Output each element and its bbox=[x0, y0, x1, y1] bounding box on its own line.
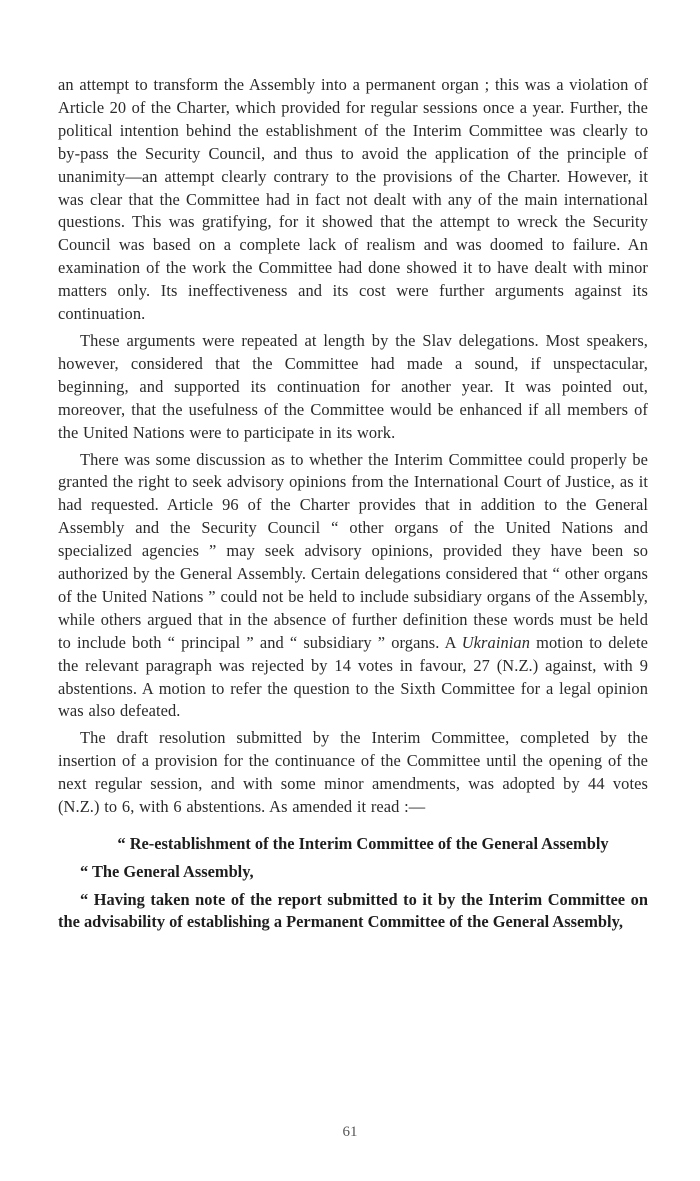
paragraph-slav-delegations: These arguments were repeated at length by the Slav delegations. Most speakers, however, considered that the Committee had made a sound, if unspectacular, beginning, and supported its continuation for another year. It was pointed out, moreover, that the usefulness of the Committee would be enhanced if all members of the United Nations were to participate in its work. bbox=[58, 330, 648, 442]
paragraph-advisory-opinions bbox=[58, 449, 648, 724]
resolution-addressee: “ The General Assembly, bbox=[80, 862, 254, 881]
paragraph-draft-resolution: The draft resolution submitted by the Interim Committee, completed by the insertion of a provision for the continuance of the Committee until the opening of the next regular session, and with some minor amendments, was adopted by 44 votes (N.Z.) to 6, with 6 abstentions. As amended it read :— bbox=[58, 728, 648, 817]
resolution-preamble: “ Having taken note of the report submitted to it by the Interim Committee on the advisability of establishing a Permanent Committee of the General Assembly, bbox=[58, 890, 648, 931]
page-number: 61 bbox=[342, 1124, 358, 1140]
italic-ukrainian: Ukrainian bbox=[461, 632, 531, 652]
document-page bbox=[58, 74, 648, 933]
paragraph-advisory-opinions-text: There was some discussion as to whether the Interim Committee could properly be granted the right to seek advisory opinions from the International Court of Justice, as it had requested. Article 96 of the Charter provides that in addition to the General Assembly and the Security Council “ other organs of the United Nations and specialized agencies ” may seek advisory opinions, provided they have been so authorized by the General Assembly. Certain delegations considered that “ other organs of the United Nations ” could not be held to include subsidiary organs of the Assembly, while others argued that in the absence of further definition these words must be held to include both “ principal ” and “ subsidiary ” organs. A bbox=[58, 449, 648, 652]
resolution-block bbox=[58, 833, 648, 933]
paragraph-continuation: an attempt to transform the Assembly into a permanent organ ; this was a violation of Article 20 of the Charter, which provided for regular sessions once a year. Further, the political intention behind the establishment of the Interim Committee was clearly to by-pass the Security Council, and thus to avoid the application of the principle of unanimity—an attempt clearly contrary to the provisions of the Charter. However, it was clear that the Committee had in fact not dealt with any of the main international questions. This was gratifying, for it showed that the attempt to wreck the Security Council was based on a complete lack of realism and was doomed to failure. An examination of the work the Committee had done showed it to have dealt with minor matters only. Its ineffectiveness and its cost were further arguments against its continuation. bbox=[58, 75, 648, 324]
resolution-title: “ Re-establishment of the Interim Committee of the General Assembly bbox=[117, 834, 609, 853]
paragraph-advisory-opinions-tail: motion to delete the relevant paragraph was rejected by 14 votes in favour, 27 (N.Z.) against, with 9 abstentions. A motion to refer the question to the Sixth Committee for a legal opinion was also defeated. bbox=[58, 632, 648, 721]
